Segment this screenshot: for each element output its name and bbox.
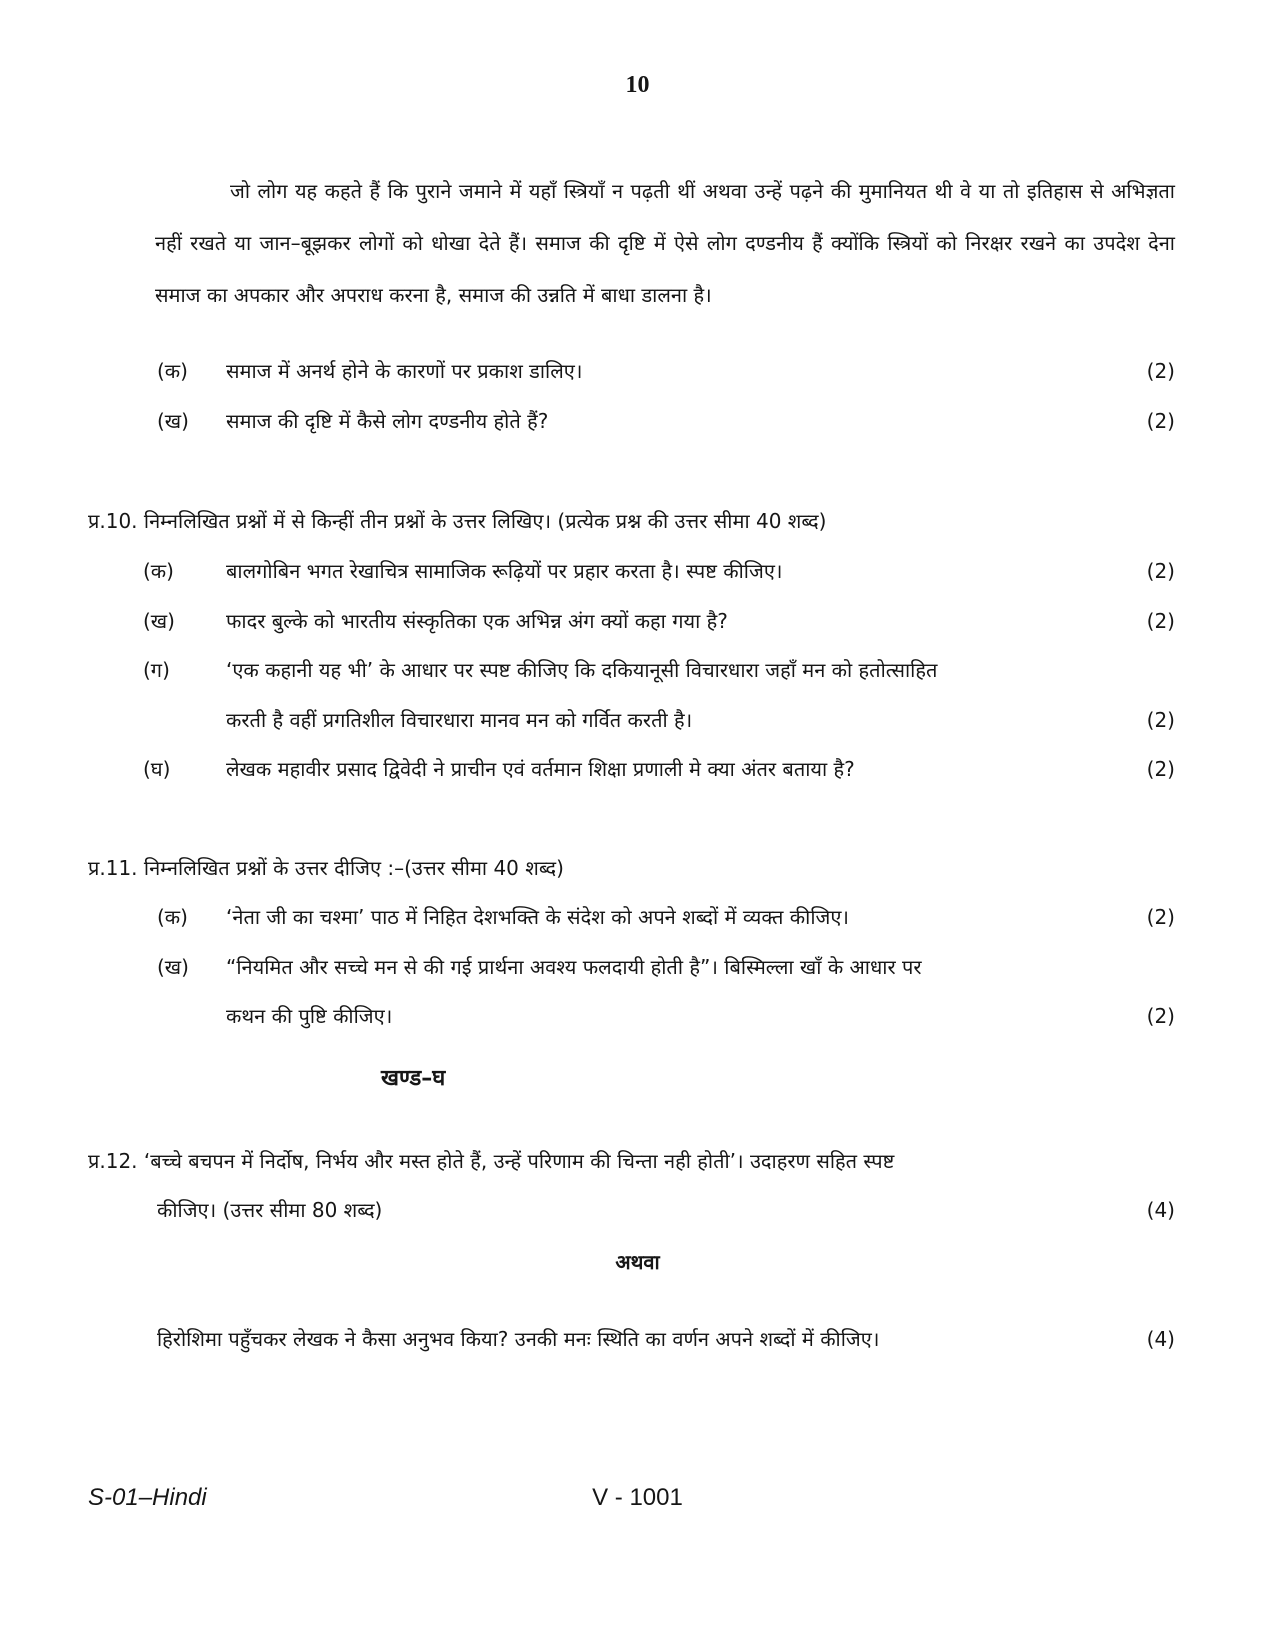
question-marks: (2) <box>1146 708 1175 732</box>
question-marks: (4) <box>1146 1327 1175 1351</box>
question-text: समाज में अनर्थ होने के कारणों पर प्रकाश डालिए। <box>226 359 583 383</box>
q11-heading <box>88 843 564 893</box>
q12-number: प्र.12. <box>88 1149 138 1173</box>
or-label: अथवा <box>615 1250 660 1274</box>
q12-alternative-text: हिरोशिमा पहुँचकर लेखक ने कैसा अनुभव किया? उनकी मनः स्थिति का वर्णन अपने शब्दों में कीजिए। <box>157 1327 880 1351</box>
question-label: (ख) <box>157 955 189 979</box>
question-label: (क) <box>143 559 174 583</box>
question-text: फादर बुल्के को भारतीय संस्कृतिका एक अभिन्न अंग क्यों कहा गया है? <box>226 609 728 633</box>
q12-text-line2: कीजिए। (उत्तर सीमा 80 शब्द) <box>157 1198 383 1222</box>
question-text-line2: करती है वहीं प्रगतिशील विचारधारा मानव मन को गर्वित करती है। <box>226 708 693 732</box>
question-text-line1: ‘एक कहानी यह भी’ के आधार पर स्पष्ट कीजिए कि दकियानूसी विचारधारा जहाँ मन को हतोत्साहित <box>226 658 938 682</box>
question-marks: (2) <box>1146 1004 1175 1028</box>
question-label: (क) <box>157 905 188 929</box>
q10-number: प्र.10. <box>88 509 138 533</box>
passage-question-kha <box>0 396 1275 446</box>
q11-item-kha-continued <box>0 991 1275 1041</box>
footer-paper-code: V - 1001 <box>592 1484 683 1511</box>
question-text-line1: “नियमित और सच्चे मन से की गई प्रार्थना अवश्य फलदायी होती है”। बिस्मिल्ला खाँ के आधार पर <box>226 955 922 979</box>
footer-subject-code: S-01–Hindi <box>88 1484 207 1511</box>
question-marks: (2) <box>1146 609 1175 633</box>
question-label: (घ) <box>143 757 171 781</box>
q12-text-line1: ‘बच्चे बचपन में निर्दोष, निर्भय और मस्त होते हैं, उन्हें परिणाम की चिन्ता नही होती’। उदाहरण सहित स्पष्ट <box>143 1149 895 1173</box>
question-label: (ख) <box>143 609 175 633</box>
q10-item-ka <box>0 546 1275 596</box>
q11-item-ka <box>0 892 1275 942</box>
question-text: लेखक महावीर प्रसाद द्विवेदी ने प्राचीन एवं वर्तमान शिक्षा प्रणाली मे क्या अंतर बताया है? <box>226 757 855 781</box>
question-label: (क) <box>157 359 188 383</box>
q10-item-ga <box>0 645 1275 695</box>
q12-continued <box>0 1185 1275 1235</box>
q12-alternative <box>0 1314 1275 1364</box>
question-marks: (2) <box>1146 359 1175 383</box>
page-number: 10 <box>625 72 650 98</box>
question-text: समाज की दृष्टि में कैसे लोग दण्डनीय होते हैं? <box>226 409 549 433</box>
q10-item-kha <box>0 596 1275 646</box>
q10-heading <box>88 496 826 546</box>
q10-item-gha <box>0 744 1275 794</box>
q11-item-kha <box>0 942 1275 992</box>
question-marks: (2) <box>1146 409 1175 433</box>
q12-heading <box>88 1136 894 1186</box>
question-label: (ग) <box>143 658 170 682</box>
section-title: खण्ड–घ <box>381 1066 446 1091</box>
question-label: (ख) <box>157 409 189 433</box>
q11-heading-text: निम्नलिखित प्रश्नों के उत्तर दीजिए :–(उत्तर सीमा 40 शब्द) <box>143 856 564 880</box>
question-marks: (4) <box>1146 1198 1175 1222</box>
q11-number: प्र.11. <box>88 856 138 880</box>
question-text-line2: कथन की पुष्टि कीजिए। <box>226 1004 393 1028</box>
passage-text: जो लोग यह कहते हैं कि पुराने जमाने में यहाँ स्त्रियाँ न पढ़ती थीं अथवा उन्हें पढ़ने की मुमानियत थी वे या तो इतिहास से अभिज्ञता नहीं रखते या जान–बूझकर लोगों को धोखा देते हैं। समाज की दृष्टि में ऐसे लोग दण्डनीय हैं क्योंकि स्त्रियों को निरक्षर रखने का उपदेश देना समाज का अपकार और अपराध करना है, समाज की उन्नति में बाधा डालना है। <box>155 179 1175 307</box>
question-marks: (2) <box>1146 559 1175 583</box>
question-text: बालगोबिन भगत रेखाचित्र सामाजिक रूढ़ियों पर प्रहार करता है। स्पष्ट कीजिए। <box>226 559 783 583</box>
passage-question-ka <box>0 346 1275 396</box>
question-marks: (2) <box>1146 905 1175 929</box>
question-text: ‘नेता जी का चश्मा’ पाठ में निहित देशभक्ति के संदेश को अपने शब्दों में व्यक्त कीजिए। <box>226 905 849 929</box>
q10-heading-text: निम्नलिखित प्रश्नों में से किन्हीं तीन प्रश्नों के उत्तर लिखिए। (प्रत्येक प्रश्न की उत्तर सीमा 40 शब्द) <box>143 509 827 533</box>
q10-item-ga-continued <box>0 695 1275 745</box>
question-marks: (2) <box>1146 757 1175 781</box>
